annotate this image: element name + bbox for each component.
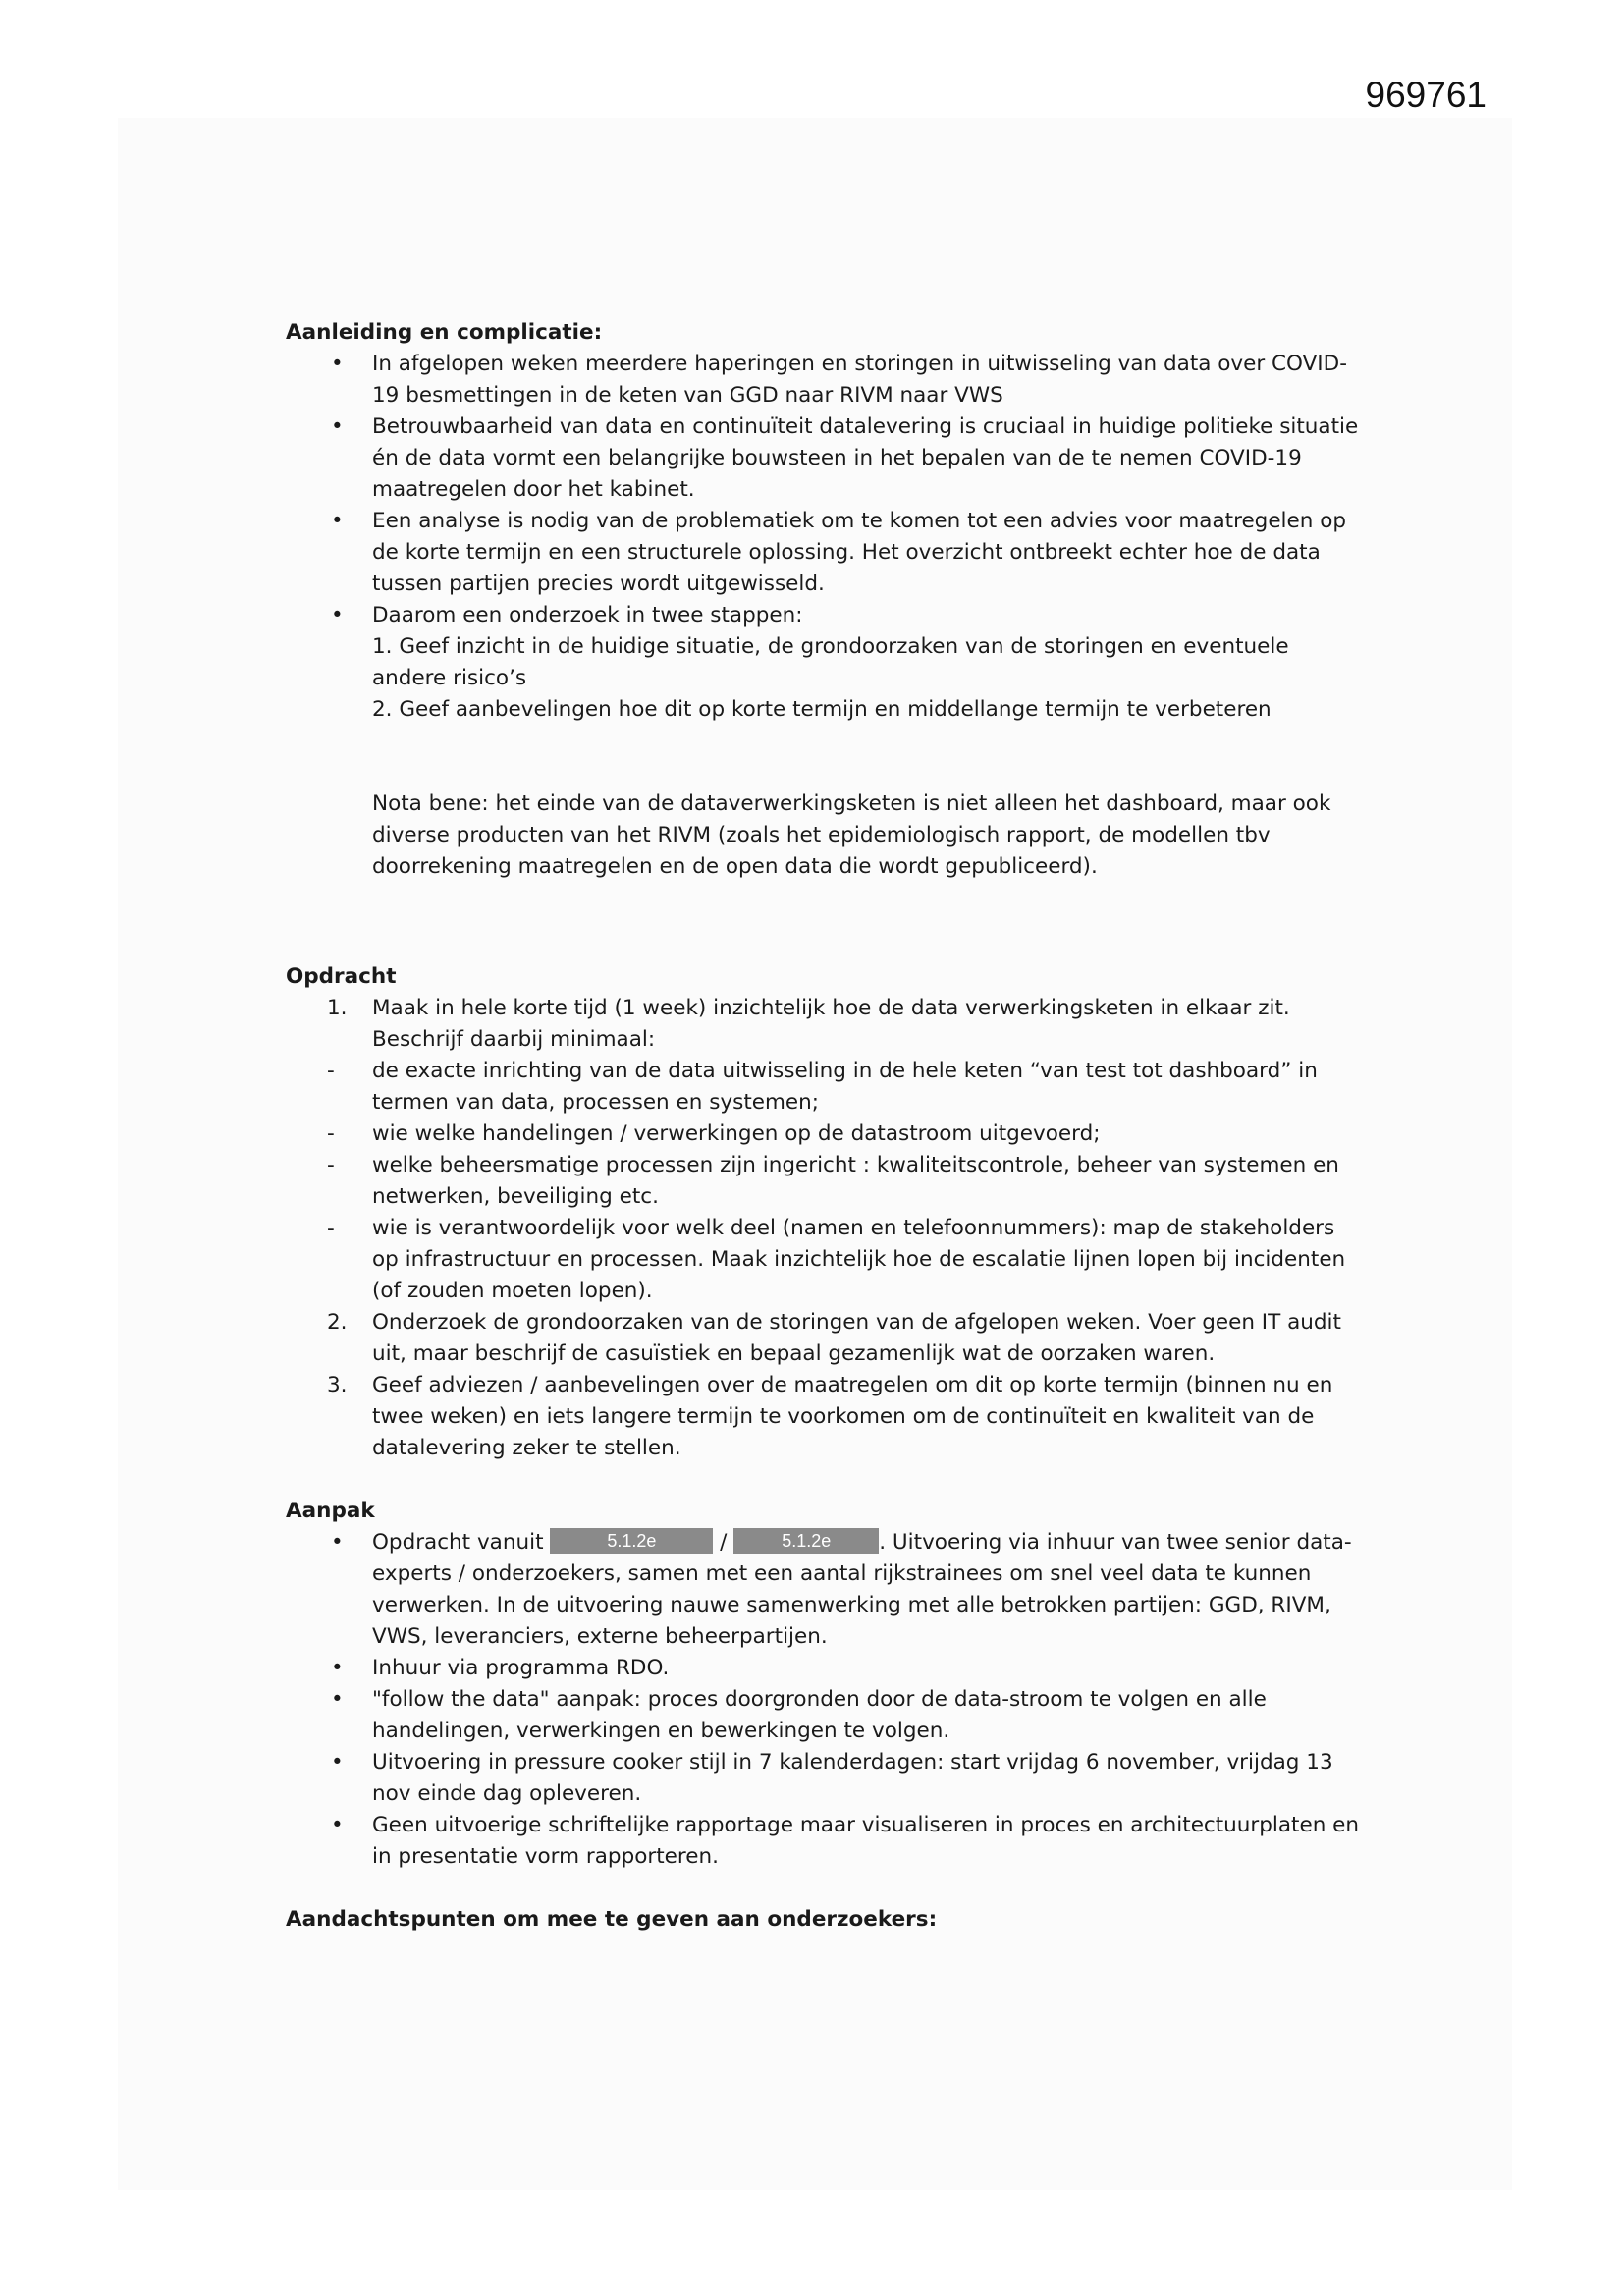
nota-bene: Nota bene: het einde van de dataverwerkingsketen is niet alleen het dashboard, maar ook diverse producten van het RIVM (zoals het epidemiologisch rapport, de modellen tbv doorrekening maatregelen en de open data die wordt gepubliceerd). (372, 792, 1331, 879)
bullet-icon: • (331, 1813, 344, 1837)
heading-opdracht: Opdracht (286, 964, 397, 989)
list-item-text: Geen uitvoerige schriftelijke rapportage maar visualiseren in proces en architectuurplaten en in presentatie vorm rapporteren. (372, 1813, 1360, 1869)
list-item-text: wie is verantwoordelijk voor welk deel (namen en telefoonnummers): map de stakeholders op infrastructuur en processen. Maak inzichtelijk hoe de escalatie lijnen lopen bij incidenten (of zouden moeten lopen). (372, 1216, 1346, 1303)
list-item (286, 1684, 1366, 1747)
list-marker: 3. (327, 1373, 348, 1397)
bullet-icon: • (331, 603, 344, 628)
list-item (286, 993, 1366, 1056)
bullet-icon: • (331, 1750, 344, 1775)
list-item-text: Daarom een onderzoek in twee stappen: (372, 603, 803, 628)
list-item (286, 600, 1366, 726)
heading-aandachtspunten: Aandachtspunten om mee te geven aan onderzoekers: (286, 1907, 938, 1932)
bullet-icon: • (331, 1530, 344, 1555)
list-item-text: Betrouwbaarheid van data en continuïteit datalevering is cruciaal in huidige politieke situatie én de data vormt een belangrijke bouwsteen in het bepalen van de te nemen COVID-19 maatregelen door het kabinet. (372, 414, 1359, 502)
redaction-block: 5.1.2e (733, 1528, 879, 1554)
list-item-text: In afgelopen weken meerdere haperingen en storingen in uitwisseling van data over COVID-19 besmettingen in de keten van GGD naar RIVM naar VWS (372, 352, 1347, 408)
step-1: 1. Geef inzicht in de huidige situatie, de grondoorzaken van de storingen en eventuele andere risico’s (372, 634, 1289, 690)
spacer (286, 1873, 1366, 1904)
bullet-icon: • (331, 414, 344, 439)
list-item-text: "follow the data" aanpak: proces doorgronden door de data-stroom te volgen en alle handelingen, verwerkingen en bewerkingen te volgen. (372, 1687, 1267, 1743)
list-item (286, 1119, 1366, 1150)
spacer (286, 883, 1366, 961)
list-item-text: wie welke handelingen / verwerkingen op de datastroom uitgevoerd; (372, 1121, 1101, 1146)
separator: / (713, 1530, 734, 1555)
list-marker: 2. (327, 1310, 348, 1335)
list-item-text: Inhuur via programma RDO. (372, 1656, 670, 1680)
list-item (286, 1307, 1366, 1370)
step-2: 2. Geef aanbevelingen hoe dit op korte termijn en middellange termijn te verbeteren (372, 697, 1272, 722)
list-item (286, 506, 1366, 600)
list-item (286, 1370, 1366, 1464)
list-item (286, 1056, 1366, 1119)
list-item-text: Geef adviezen / aanbevelingen over de maatregelen om dit op korte termijn (binnen nu en twee weken) en iets langere termijn te voorkomen om de continuïteit en kwaliteit van de datalevering zeker te stellen. (372, 1373, 1333, 1460)
bullet-icon: • (331, 352, 344, 376)
bullet-icon: • (331, 509, 344, 533)
list-item-text: de exacte inrichting van de data uitwisseling in de hele keten “van test tot dashboard” in termen van data, processen en systemen; (372, 1059, 1318, 1115)
opdracht-list (286, 993, 1366, 1464)
redaction-block: 5.1.2e (550, 1528, 713, 1554)
list-item (286, 1810, 1366, 1873)
heading-aanleiding: Aanleiding en complicatie: (286, 320, 603, 345)
document-body (286, 317, 1366, 1936)
aanleiding-list (286, 349, 1366, 726)
list-marker: - (327, 1216, 335, 1240)
list-item (286, 1150, 1366, 1213)
bullet-icon: • (331, 1687, 344, 1712)
document-number: 969761 (1365, 75, 1487, 115)
list-item (286, 1213, 1366, 1307)
list-item-text: Maak in hele korte tijd (1 week) inzichtelijk hoe de data verwerkingsketen in elkaar zit. Beschrijf daarbij minimaal: (372, 996, 1290, 1052)
list-item (286, 349, 1366, 411)
list-marker: - (327, 1059, 335, 1083)
list-item-text: welke beheersmatige processen zijn ingericht : kwaliteitscontrole, beheer van systemen en netwerken, beveiliging etc. (372, 1153, 1339, 1209)
list-item-text: Opdracht vanuit (372, 1530, 551, 1555)
list-item-text: Een analyse is nodig van de problematiek om te komen tot een advies voor maatregelen op de korte termijn en een structurele oplossing. Het overzicht ontbreekt echter hoe de data tussen partijen precies wordt uitgewisseld. (372, 509, 1347, 596)
list-item (286, 1747, 1366, 1810)
aanpak-list (286, 1527, 1366, 1873)
list-item (286, 1527, 1366, 1653)
heading-aanpak: Aanpak (286, 1499, 375, 1523)
spacer (286, 1464, 1366, 1496)
list-item-text: Onderzoek de grondoorzaken van de storingen van de afgelopen weken. Voer geen IT audit uit, maar beschrijf de casuïstiek en bepaal gezamenlijk wat de oorzaken waren. (372, 1310, 1341, 1366)
list-marker: - (327, 1153, 335, 1177)
list-marker: - (327, 1121, 335, 1146)
list-item (286, 1653, 1366, 1684)
list-marker: 1. (327, 996, 348, 1020)
list-item (286, 411, 1366, 506)
bullet-icon: • (331, 1656, 344, 1680)
list-item-text: . Uitvoering via inhuur van twee senior data-experts / onderzoekers, samen met een aantal rijkstrainees om snel veel data te kunnen verwerken. In de uitvoering nauwe samenwerking met alle betrokken partijen: GGD, RIVM, VWS, leveranciers, externe beheerpartijen. (372, 1530, 1352, 1649)
list-item-text: Uitvoering in pressure cooker stijl in 7 kalenderdagen: start vrijdag 6 november, vrijdag 13 nov einde dag opleveren. (372, 1750, 1333, 1806)
